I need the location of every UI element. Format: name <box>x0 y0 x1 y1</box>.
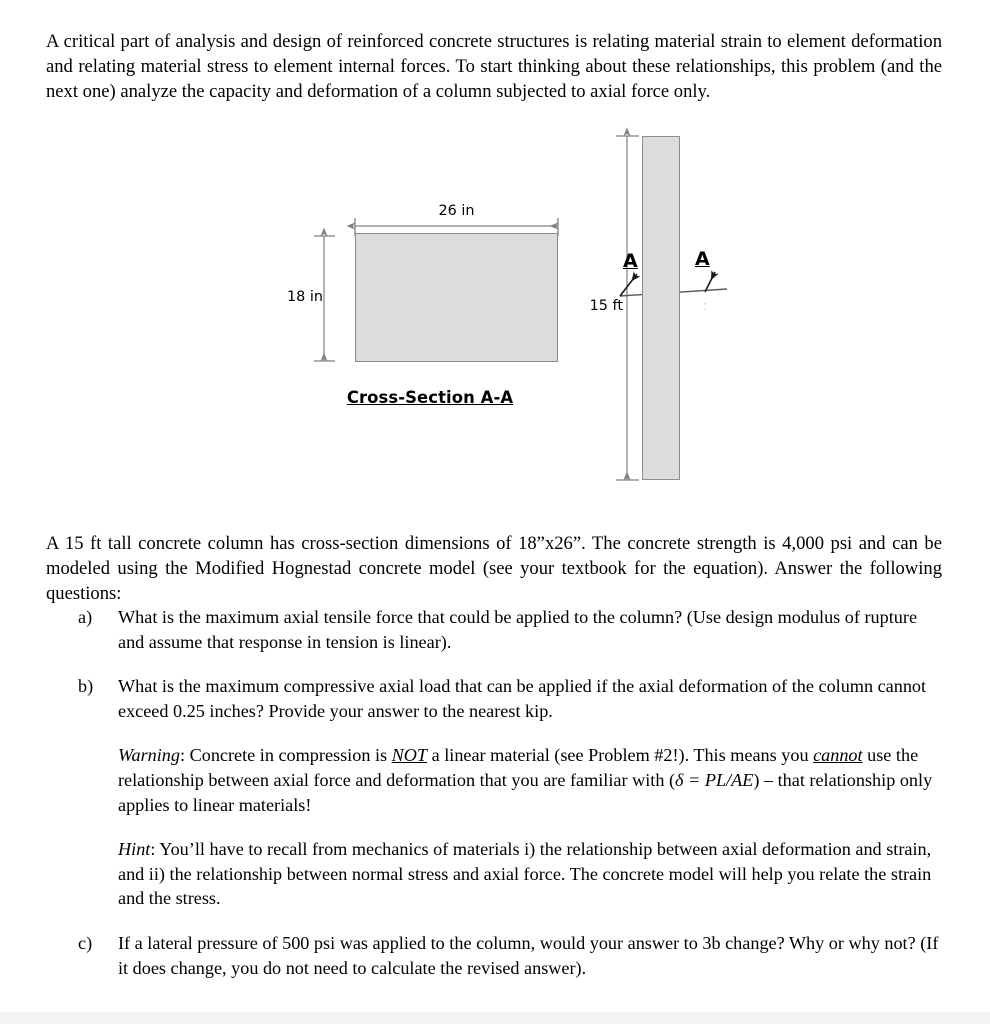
cross-section-width-label: 26 in <box>438 203 475 219</box>
warning-part1: : Concrete in compression is <box>180 745 392 766</box>
column-shape <box>642 136 680 480</box>
faint-artifact-dots: : <box>703 299 708 314</box>
warning-part3: use the relationship between axial force and deformation that you are familiar with ( <box>118 745 919 790</box>
section-marker-a-right: A <box>695 248 710 270</box>
cross-section-figure <box>280 196 580 416</box>
warning-note <box>46 743 946 817</box>
column-height-label: 15 ft <box>589 298 623 314</box>
warning-part4: ) – that relationship only applies to linear materials! <box>118 769 933 815</box>
page-bottom-band <box>0 1012 990 1024</box>
question-marker-a: a) <box>78 607 93 627</box>
problem-statement-paragraph: A 15 ft tall concrete column has cross-section dimensions of 18”x26”. The concrete strength is 4,000 psi and can be modeled using the Modified Hognestad concrete model (see your textbook for the equation). Answer the following questions: <box>46 532 942 604</box>
warning-formula: δ = PL/AE <box>675 769 754 790</box>
warning-emphasis-cannot: cannot <box>813 745 863 766</box>
question-text-c: If a lateral pressure of 500 psi was applied to the column, would your answer to 3b change? Why or why not? (If it does change, you do not need to calculate the revised answer). <box>118 932 939 978</box>
cross-section-shape <box>355 233 558 362</box>
intro-paragraph: A critical part of analysis and design of reinforced concrete structures is relating material strain to element deformation and relating material stress to element internal forces. To start thinking about these relationships, this problem (and the next one) analyze the capacity and deformation of a column subjected to axial force only. <box>46 30 942 102</box>
question-item-b <box>46 674 946 723</box>
question-list <box>46 605 946 1000</box>
section-marker-a-left: A <box>623 250 638 272</box>
warning-emphasis-not: NOT <box>391 745 428 766</box>
cross-section-height-label: 18 in <box>286 289 323 305</box>
column-elevation-figure <box>575 128 745 490</box>
question-marker-c: c) <box>78 932 93 953</box>
question-marker-b: b) <box>78 676 94 697</box>
warning-part2: a linear material (see Problem #2!). This means you <box>427 745 814 766</box>
warning-label: Warning <box>118 745 180 766</box>
hint-note <box>46 837 946 911</box>
question-item-c <box>46 931 946 980</box>
question-item-a <box>46 605 946 654</box>
cross-section-caption: Cross-Section A-A <box>346 388 514 407</box>
question-text-a: What is the maximum axial tensile force that could be applied to the column? (Use design modulus of rupture and assume that response in tension is linear). <box>118 607 918 652</box>
hint-label: Hint <box>118 839 151 860</box>
question-text-b: What is the maximum compressive axial load that can be applied if the axial deformation of the column cannot exceed 0.25 inches? Provide your answer to the nearest kip. <box>118 676 927 721</box>
hint-text: : You’ll have to recall from mechanics of materials i) the relationship between axial deformation and strain, and ii) the relationship between normal stress and axial force. The concrete model will help you relate the strain and the stress. <box>118 839 932 909</box>
